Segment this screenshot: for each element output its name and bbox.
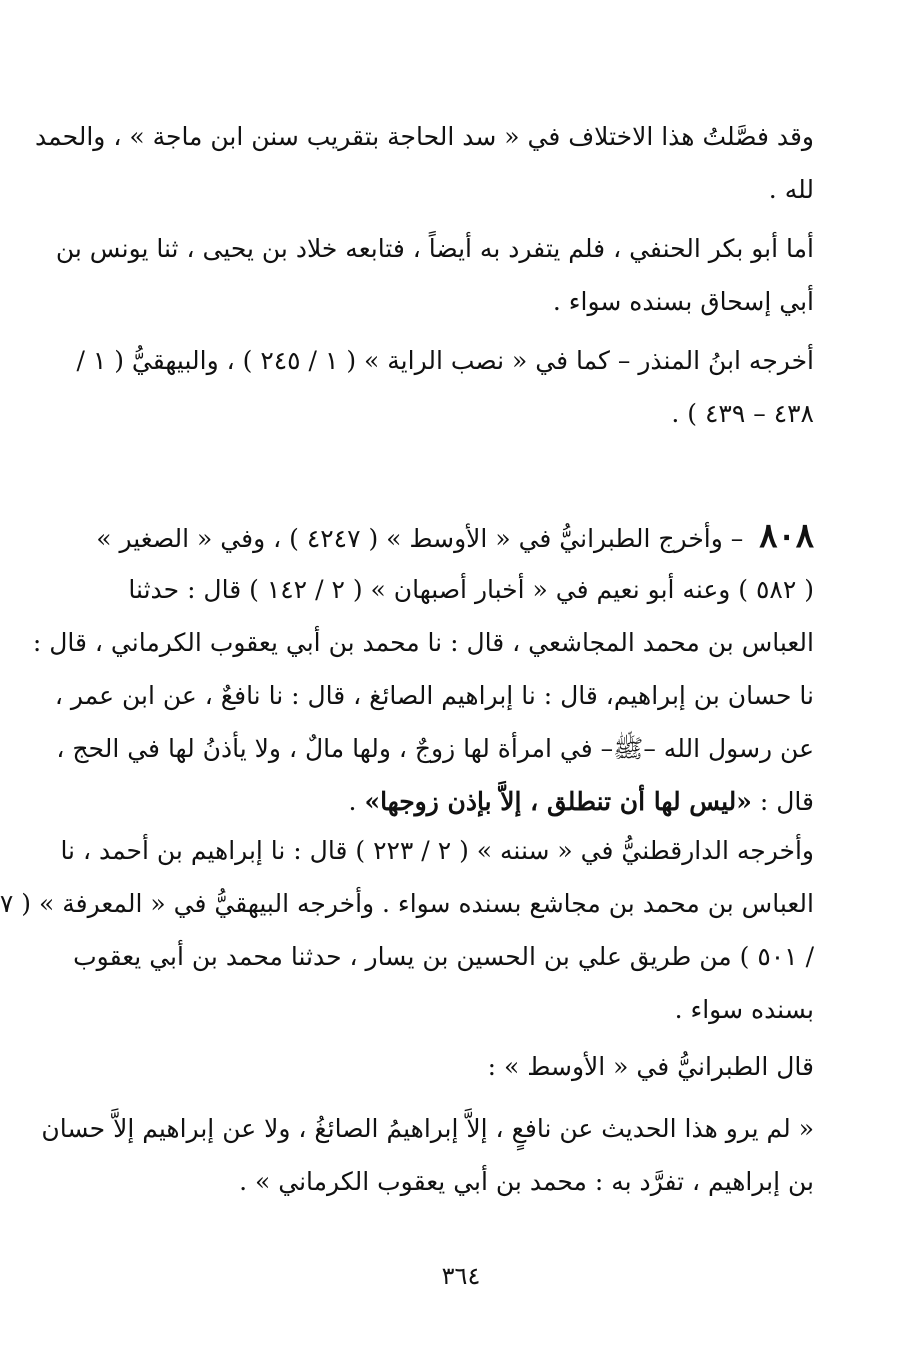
text-line: ٤٣٨ – ٤٣٩ ) . [671,399,814,428]
text-line: عن رسول الله –ﷺ– في امرأة لها زوجٌ ، ولها مالٌ ، ولا يأذنُ لها في الحج ، [56,734,814,763]
text-line: وأخرجه الدارقطنيُّ في « سننه » ( ٢ / ٢٢٣ ) قال : نا إبراهيم بن أحمد ، نا [60,836,814,865]
paragraph-1 [35,110,814,216]
paragraph-5 [0,824,814,1036]
hadith-808 [32,510,814,828]
quotation-paragraph [41,1102,814,1208]
text-line: بن إبراهيم ، تفرَّد به : محمد بن أبي يعقوب الكرماني » . [239,1167,814,1196]
hadith-first-line: – وأخرج الطبرانيُّ في « الأوسط » ( ٤٢٤٧ ) ، وفي « الصغير » [96,524,752,553]
hadith-last-prefix: قال : [751,787,814,816]
paragraph-6 [104,1040,814,1093]
text-line [96,510,814,563]
paragraph-2 [55,222,814,328]
text-line [104,775,814,828]
text-line: نا حسان بن إبراهيم، قال : نا إبراهيم الصائغ ، قال : نا نافعٌ ، عن ابن عمر ، [54,681,814,710]
text-line: أما أبو بكر الحنفي ، فلم يتفرد به أيضاً ، فتابعه خلاد بن يحيى ، ثنا يونس بن [55,234,814,263]
text-line: بسنده سواء . [674,995,814,1024]
text-line: وقد فصَّلتُ هذا الاختلاف في « سد الحاجة بتقريب سنن ابن ماجة » ، والحمد [35,122,814,151]
text-line: لله . [768,175,814,204]
text-line: قال الطبرانيُّ في « الأوسط » : [487,1052,814,1081]
text-line: العباس بن محمد بن مجاشع بسنده سواء . وأخرجه البيهقيُّ في « المعرفة » ( ٧ [0,889,814,918]
text-line: / ٥٠١ ) من طريق علي بن الحسين بن يسار ، حدثنا محمد بن أبي يعقوب [73,942,814,971]
paragraph-3 [76,334,814,440]
text-line: العباس بن محمد المجاشعي ، قال : نا محمد بن أبي يعقوب الكرماني ، قال : [32,628,814,657]
hadith-last-suffix: . [348,787,365,816]
text-line: « لم يرو هذا الحديث عن نافعٍ ، إلاَّ إبراهيمُ الصائغُ ، ولا عن إبراهيم إلاَّ حسان [41,1114,814,1143]
page-number: ٣٦٤ [441,1262,481,1290]
text-line: أخرجه ابنُ المنذر – كما في « نصب الراية » ( ١ / ٢٤٥ ) ، والبيهقيُّ ( ١ / [76,346,814,375]
text-line: ( ٥٨٢ ) وعنه أبو نعيم في « أخبار أصبهان » ( ٢ / ١٤٢ ) قال : حدثنا [128,575,814,604]
text-line: أبي إسحاق بسنده سواء . [552,287,814,316]
hadith-number: ٨٠٨ [759,516,814,556]
hadith-matn-bold: «ليس لها أن تنطلق ، إلاَّ بإذن زوجها» [364,787,752,816]
